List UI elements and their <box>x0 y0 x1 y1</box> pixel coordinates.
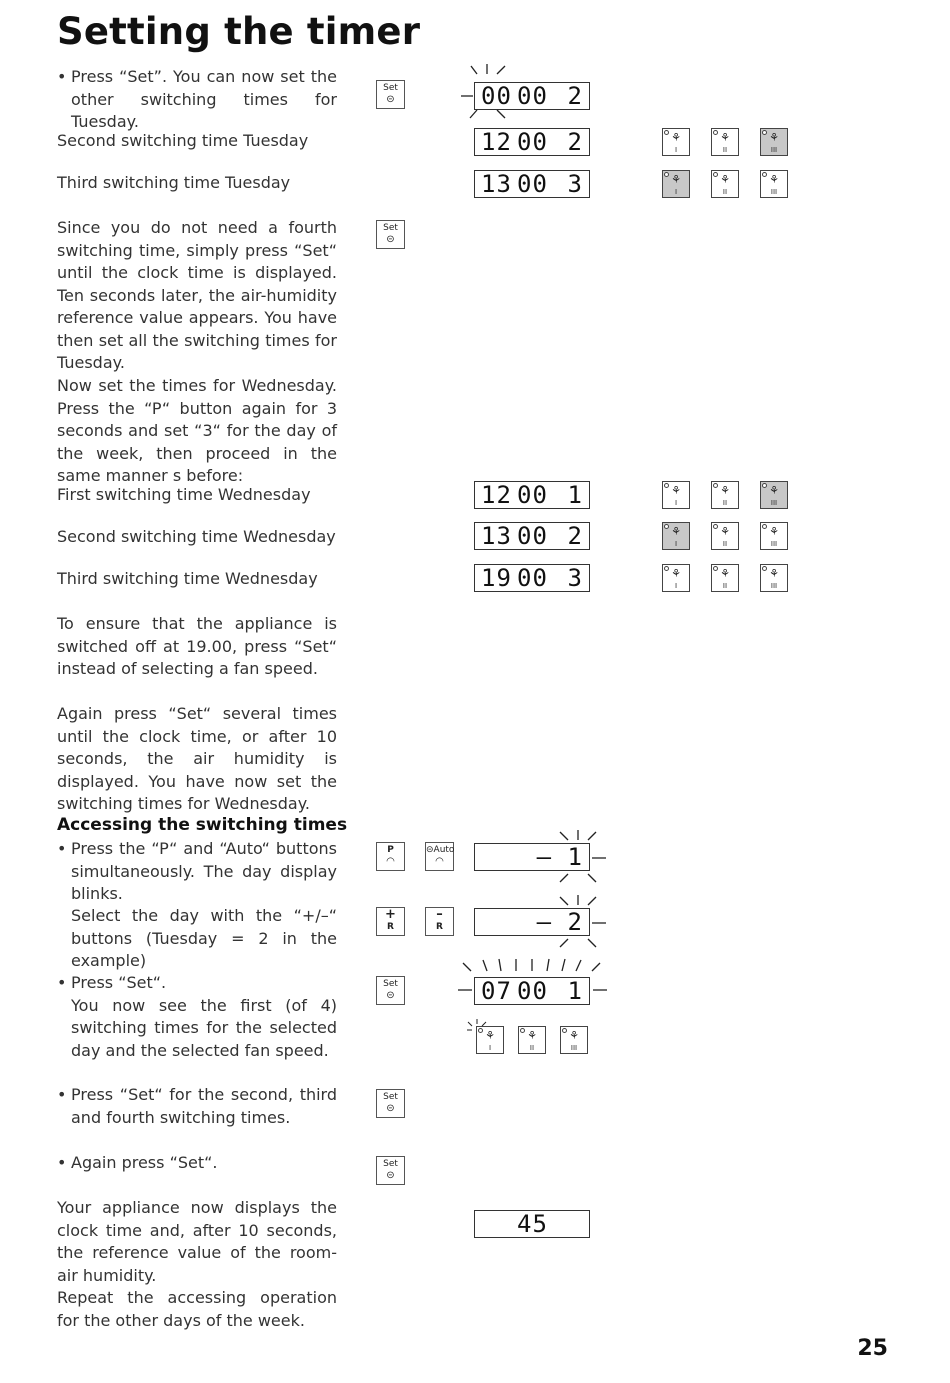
auto-button-label: ⊝Auto <box>426 845 455 855</box>
fan-icon: ⚘ <box>671 131 681 144</box>
fan-speed-3-button[interactable] <box>760 481 788 509</box>
instruction-clock-time: Your appliance now displays the clock time and, after 10 seconds, the reference value of the room-air humidity. <box>57 1198 337 1285</box>
fan-icon: ⚘ <box>485 1029 495 1042</box>
fan-speed-1-button[interactable] <box>662 128 690 156</box>
set-button[interactable] <box>376 976 405 1005</box>
fan-icon: ⚘ <box>671 173 681 186</box>
auto-button[interactable] <box>425 842 454 871</box>
lcd-minutes: 00 <box>517 977 548 1005</box>
instruction-p-auto: Press the “P“ and “Auto“ buttons simultaneously. The day display blinks. <box>71 839 337 903</box>
lcd-hours: 12 <box>481 481 512 509</box>
fan-icon: ⚘ <box>569 1029 579 1042</box>
bullet-marker: • <box>57 973 67 992</box>
lcd-hours: 13 <box>481 170 512 198</box>
fan-speed-3-button[interactable] <box>760 170 788 198</box>
page-number: 25 <box>857 1336 888 1361</box>
instruction-select-day: Select the day with the “+/–“ buttons (Tuesday = 2 in the example) <box>71 906 337 970</box>
plus-button[interactable] <box>376 907 405 936</box>
lcd-value: 1 <box>567 481 583 509</box>
fan-level-label: III <box>770 582 778 590</box>
instruction-again-press: Again press “Set“. <box>71 1153 218 1172</box>
section-heading: Accessing the switching times <box>57 815 348 835</box>
label-first-wednesday: First switching time Wednesday <box>57 485 311 504</box>
fan-level-label: I <box>674 499 678 507</box>
fan-level-label: II <box>722 146 728 154</box>
fan-level-label: I <box>674 582 678 590</box>
fan-speed-2-button[interactable] <box>711 170 739 198</box>
fan-level-label: II <box>722 582 728 590</box>
lcd-minutes: 00 <box>517 564 548 592</box>
lcd-hours: 07 <box>481 977 512 1005</box>
fan-icon: ⚘ <box>720 525 730 538</box>
lcd-display <box>474 977 590 1005</box>
lcd-display <box>474 481 590 509</box>
fan-level-label: III <box>770 499 778 507</box>
lcd-value: 3 <box>567 170 583 198</box>
bullet-marker: • <box>57 839 67 858</box>
fan-icon: ⚘ <box>769 484 779 497</box>
lcd-display <box>474 843 590 871</box>
fan-level-label: II <box>722 188 728 196</box>
lcd-humidity: 45 <box>517 1210 548 1238</box>
fan-level-label: III <box>770 540 778 548</box>
label-second-tuesday: Second switching time Tuesday <box>57 131 309 150</box>
instruction-repeat: Repeat the accessing operation for the other days of the week. <box>57 1288 337 1330</box>
fan-level-label: II <box>529 1044 535 1052</box>
lcd-display <box>474 82 590 110</box>
set-button[interactable] <box>376 80 405 109</box>
fan-speed-2-button[interactable] <box>711 128 739 156</box>
fan-icon: ⚘ <box>769 173 779 186</box>
fan-speed-3-button[interactable] <box>760 522 788 550</box>
fan-level-label: III <box>770 188 778 196</box>
fan-icon: ⚘ <box>720 173 730 186</box>
minus-button-label: – <box>436 907 443 922</box>
fan-icon: ⚘ <box>671 567 681 580</box>
page-title: Setting the timer <box>57 10 421 53</box>
lcd-display <box>474 908 590 936</box>
lcd-day-value: – 2 <box>536 908 583 936</box>
fan-speed-1-button[interactable] <box>476 1026 504 1054</box>
fan-level-label: III <box>570 1044 578 1052</box>
set-button-label: Set <box>383 979 398 989</box>
fan-icon: ⚘ <box>720 484 730 497</box>
clock-icon: ⊝ <box>386 94 395 105</box>
lcd-display <box>474 564 590 592</box>
instruction-first-of-four: You now see the first (of 4) switching times for the selected day and the selected fan speed. <box>71 995 337 1060</box>
lcd-value: 2 <box>567 522 583 550</box>
bullet-marker: • <box>57 1153 67 1172</box>
bullet-marker: • <box>57 1085 67 1104</box>
set-button[interactable] <box>376 220 405 249</box>
set-button-label: Set <box>383 1092 398 1102</box>
plus-button-label: + <box>385 907 396 922</box>
lcd-day-value: – 1 <box>536 843 583 871</box>
fan-level-label: II <box>722 540 728 548</box>
r-label: R <box>436 922 443 932</box>
instruction-switch-off: To ensure that the appliance is switched off at 19.00, press “Set“ instead of selecting a fan speed. <box>57 614 337 678</box>
minus-button[interactable] <box>425 907 454 936</box>
clock-icon: ⊝ <box>386 990 395 1001</box>
fan-icon: ⚘ <box>769 131 779 144</box>
lcd-minutes: 00 <box>517 170 548 198</box>
r-label: R <box>387 922 394 932</box>
lcd-hours: 12 <box>481 128 512 156</box>
instruction-set-more: Press “Set“ for the second, third and fourth switching times. <box>71 1085 337 1127</box>
lcd-value: 3 <box>567 564 583 592</box>
instruction-no-fourth: Since you do not need a fourth switching time, simply press “Set“ until the clock time is displayed. Ten seconds later, the air-humidity reference value appears. You have then set all the switching times for Tuesday. <box>57 218 337 372</box>
fan-speed-1-button[interactable] <box>662 564 690 592</box>
p-button-label: P <box>387 845 394 855</box>
fan-icon: ⚘ <box>720 567 730 580</box>
fan-icon: ⚘ <box>769 567 779 580</box>
clock-icon: ⊝ <box>386 1170 395 1181</box>
set-button[interactable] <box>376 1089 405 1118</box>
fan-speed-2-button[interactable] <box>711 481 739 509</box>
fan-speed-2-button[interactable] <box>711 564 739 592</box>
label-third-tuesday: Third switching time Tuesday <box>57 173 291 192</box>
fan-speed-2-button[interactable] <box>711 522 739 550</box>
auto-symbol-icon: ◠ <box>435 856 444 867</box>
fan-icon: ⚘ <box>527 1029 537 1042</box>
fan-icon: ⚘ <box>720 131 730 144</box>
clock-icon: ⊝ <box>386 234 395 245</box>
lcd-minutes: 00 <box>517 481 548 509</box>
instruction-press-set-2: Press “Set“. <box>71 973 167 992</box>
fan-speed-1-button[interactable] <box>662 481 690 509</box>
fan-level-label: I <box>674 188 678 196</box>
fan-icon: ⚘ <box>671 484 681 497</box>
bullet-marker: • <box>57 67 67 86</box>
p-symbol-icon: ◠ <box>386 856 395 867</box>
instruction-press-set: Press “Set”. You can now set the other switching times for Tuesday. <box>71 67 337 131</box>
fan-level-label: I <box>674 146 678 154</box>
clock-icon: ⊝ <box>386 1103 395 1114</box>
fan-level-label: I <box>488 1044 492 1052</box>
fan-speed-1-button[interactable] <box>662 522 690 550</box>
lcd-display <box>474 128 590 156</box>
instruction-wednesday: Now set the times for Wednesday. Press the “P“ button again for 3 seconds and set “3“ for the day of the week, then proceed in the same manner s before: <box>57 376 337 485</box>
lcd-minutes: 00 <box>517 82 548 110</box>
fan-speed-2-button[interactable] <box>518 1026 546 1054</box>
set-button-label: Set <box>383 223 398 233</box>
lcd-minutes: 00 <box>517 522 548 550</box>
lcd-minutes: 00 <box>517 128 548 156</box>
lcd-value: 2 <box>567 82 583 110</box>
fan-level-label: II <box>722 499 728 507</box>
lcd-display <box>474 170 590 198</box>
label-second-wednesday: Second switching time Wednesday <box>57 527 336 546</box>
lcd-display <box>474 522 590 550</box>
label-third-wednesday: Third switching time Wednesday <box>57 569 318 588</box>
set-button-label: Set <box>383 1159 398 1169</box>
lcd-value: 2 <box>567 128 583 156</box>
fan-speed-3-button[interactable] <box>760 564 788 592</box>
lcd-display <box>474 1210 590 1238</box>
set-button-label: Set <box>383 83 398 93</box>
fan-icon: ⚘ <box>769 525 779 538</box>
lcd-value: 1 <box>567 977 583 1005</box>
fan-speed-3-button[interactable] <box>560 1026 588 1054</box>
fan-speed-1-button[interactable] <box>662 170 690 198</box>
p-button[interactable] <box>376 842 405 871</box>
lcd-hours: 13 <box>481 522 512 550</box>
lcd-hours: 00 <box>481 82 512 110</box>
lcd-hours: 19 <box>481 564 512 592</box>
instruction-again-set: Again press “Set“ several times until the clock time, or after 10 seconds, the air humidity is displayed. You have now set the switching times for Wednesday. <box>57 704 337 813</box>
fan-icon: ⚘ <box>671 525 681 538</box>
fan-speed-3-button[interactable] <box>760 128 788 156</box>
fan-level-label: III <box>770 146 778 154</box>
fan-level-label: I <box>674 540 678 548</box>
set-button[interactable] <box>376 1156 405 1185</box>
